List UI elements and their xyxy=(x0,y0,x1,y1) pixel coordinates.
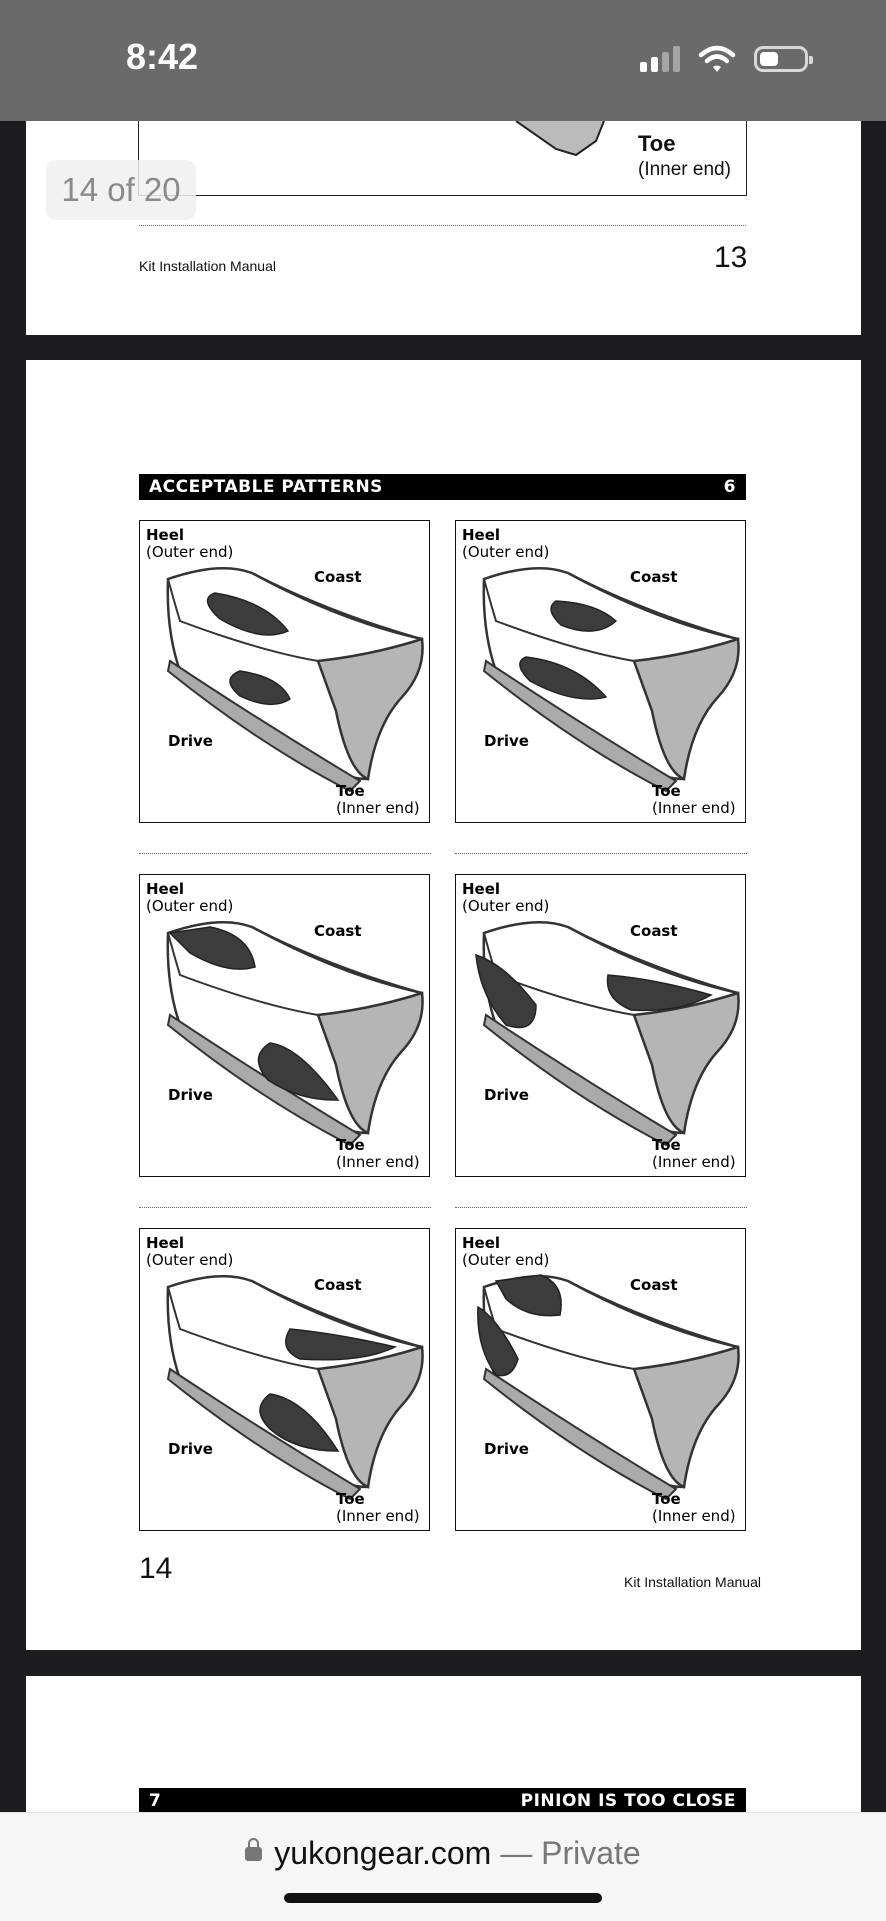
heel-subtitle: (Outer end) xyxy=(146,1251,234,1269)
section-number: 6 xyxy=(723,477,736,497)
gear-tooth-illustration xyxy=(140,875,430,1177)
toe-label xyxy=(336,783,420,817)
pdf-page-13 xyxy=(26,121,861,335)
section-header xyxy=(139,1788,746,1814)
drive-label: Drive xyxy=(168,1086,213,1104)
toe-label xyxy=(652,783,736,817)
pattern-panel-3 xyxy=(139,874,430,1177)
heel-label xyxy=(146,527,233,561)
heel-label xyxy=(146,881,233,915)
section-number: 7 xyxy=(149,1791,162,1811)
toe-subtitle: (Inner end) xyxy=(652,1507,736,1525)
status-bar xyxy=(0,0,886,121)
divider xyxy=(455,853,747,854)
drive-label: Drive xyxy=(484,1086,529,1104)
toe-title: Toe xyxy=(652,782,681,800)
coast-label: Coast xyxy=(630,568,678,586)
page-number: 13 xyxy=(714,241,748,274)
divider xyxy=(139,1207,431,1208)
pattern-panel-4 xyxy=(455,874,746,1177)
gear-tooth-illustration xyxy=(140,1229,430,1531)
divider xyxy=(455,1207,747,1208)
drive-label: Drive xyxy=(484,732,529,750)
heel-label xyxy=(462,1235,549,1269)
heel-label xyxy=(146,1235,233,1269)
toe-subtitle: (Inner end) xyxy=(652,1153,736,1171)
heel-subtitle: (Outer end) xyxy=(462,1251,550,1269)
status-time: 8:42 xyxy=(126,36,199,77)
gear-tooth-fragment xyxy=(496,121,636,161)
pattern-panel-5 xyxy=(139,1228,430,1531)
heel-subtitle: (Outer end) xyxy=(146,543,234,561)
toe-subtitle: (Inner end) xyxy=(336,1507,420,1525)
pattern-panel-1 xyxy=(139,520,430,823)
heel-title: Heel xyxy=(462,526,501,544)
page-indicator: 14 of 20 xyxy=(46,160,196,220)
cellular-signal-icon xyxy=(640,46,680,72)
drive-label: Drive xyxy=(168,1440,213,1458)
page-number: 14 xyxy=(139,1552,173,1585)
heel-subtitle: (Outer end) xyxy=(462,543,550,561)
section-header xyxy=(139,474,746,500)
drive-label: Drive xyxy=(484,1440,529,1458)
toe-label xyxy=(652,1491,736,1525)
wifi-icon xyxy=(698,45,736,73)
url-display[interactable] xyxy=(0,1835,886,1872)
drive-label: Drive xyxy=(168,732,213,750)
footer-manual-title: Kit Installation Manual xyxy=(624,1574,761,1590)
toe-title: Toe xyxy=(336,1490,365,1508)
section-title: ACCEPTABLE PATTERNS xyxy=(149,477,383,497)
toe-subtitle: (Inner end) xyxy=(652,799,736,817)
private-mode-label: — Private xyxy=(500,1835,641,1871)
heel-title: Heel xyxy=(146,1234,185,1252)
toe-label xyxy=(652,1137,736,1171)
toe-title: Toe xyxy=(652,1490,681,1508)
toe-subtitle: (Inner end) xyxy=(336,799,420,817)
gear-tooth-illustration xyxy=(456,1229,746,1531)
coast-label: Coast xyxy=(314,922,362,940)
lock-icon xyxy=(245,1847,262,1861)
heel-subtitle: (Outer end) xyxy=(146,897,234,915)
browser-address-bar[interactable] xyxy=(0,1812,886,1921)
home-indicator[interactable] xyxy=(284,1893,602,1903)
heel-title: Heel xyxy=(462,1234,501,1252)
coast-label: Coast xyxy=(314,1276,362,1294)
toe-title: Toe xyxy=(336,782,365,800)
gear-tooth-illustration xyxy=(456,875,746,1177)
gear-tooth-illustration xyxy=(140,521,430,823)
toe-subtitle: (Inner end) xyxy=(336,1153,420,1171)
url-domain: yukongear.com xyxy=(274,1835,492,1871)
toe-title: Toe xyxy=(336,1136,365,1154)
section-title: PINION IS TOO CLOSE xyxy=(520,1791,736,1811)
toe-label xyxy=(336,1491,420,1525)
battery-icon xyxy=(754,46,808,72)
pdf-page-14 xyxy=(26,360,861,1650)
heel-subtitle: (Outer end) xyxy=(462,897,550,915)
coast-label: Coast xyxy=(314,568,362,586)
toe-label xyxy=(638,131,731,181)
pattern-panel-2 xyxy=(455,520,746,823)
gear-tooth-illustration xyxy=(456,521,746,823)
toe-subtitle: (Inner end) xyxy=(638,159,731,180)
heel-title: Heel xyxy=(462,880,501,898)
heel-label xyxy=(462,881,549,915)
coast-label: Coast xyxy=(630,922,678,940)
toe-title: Toe xyxy=(652,1136,681,1154)
heel-label xyxy=(462,527,549,561)
toe-label xyxy=(336,1137,420,1171)
footer-manual-title: Kit Installation Manual xyxy=(139,258,276,274)
toe-title: Toe xyxy=(638,131,676,156)
coast-label: Coast xyxy=(630,1276,678,1294)
heel-title: Heel xyxy=(146,526,185,544)
status-icons xyxy=(640,42,808,76)
heel-title: Heel xyxy=(146,880,185,898)
footer-divider xyxy=(139,225,746,226)
divider xyxy=(139,853,431,854)
pattern-panel-6 xyxy=(455,1228,746,1531)
